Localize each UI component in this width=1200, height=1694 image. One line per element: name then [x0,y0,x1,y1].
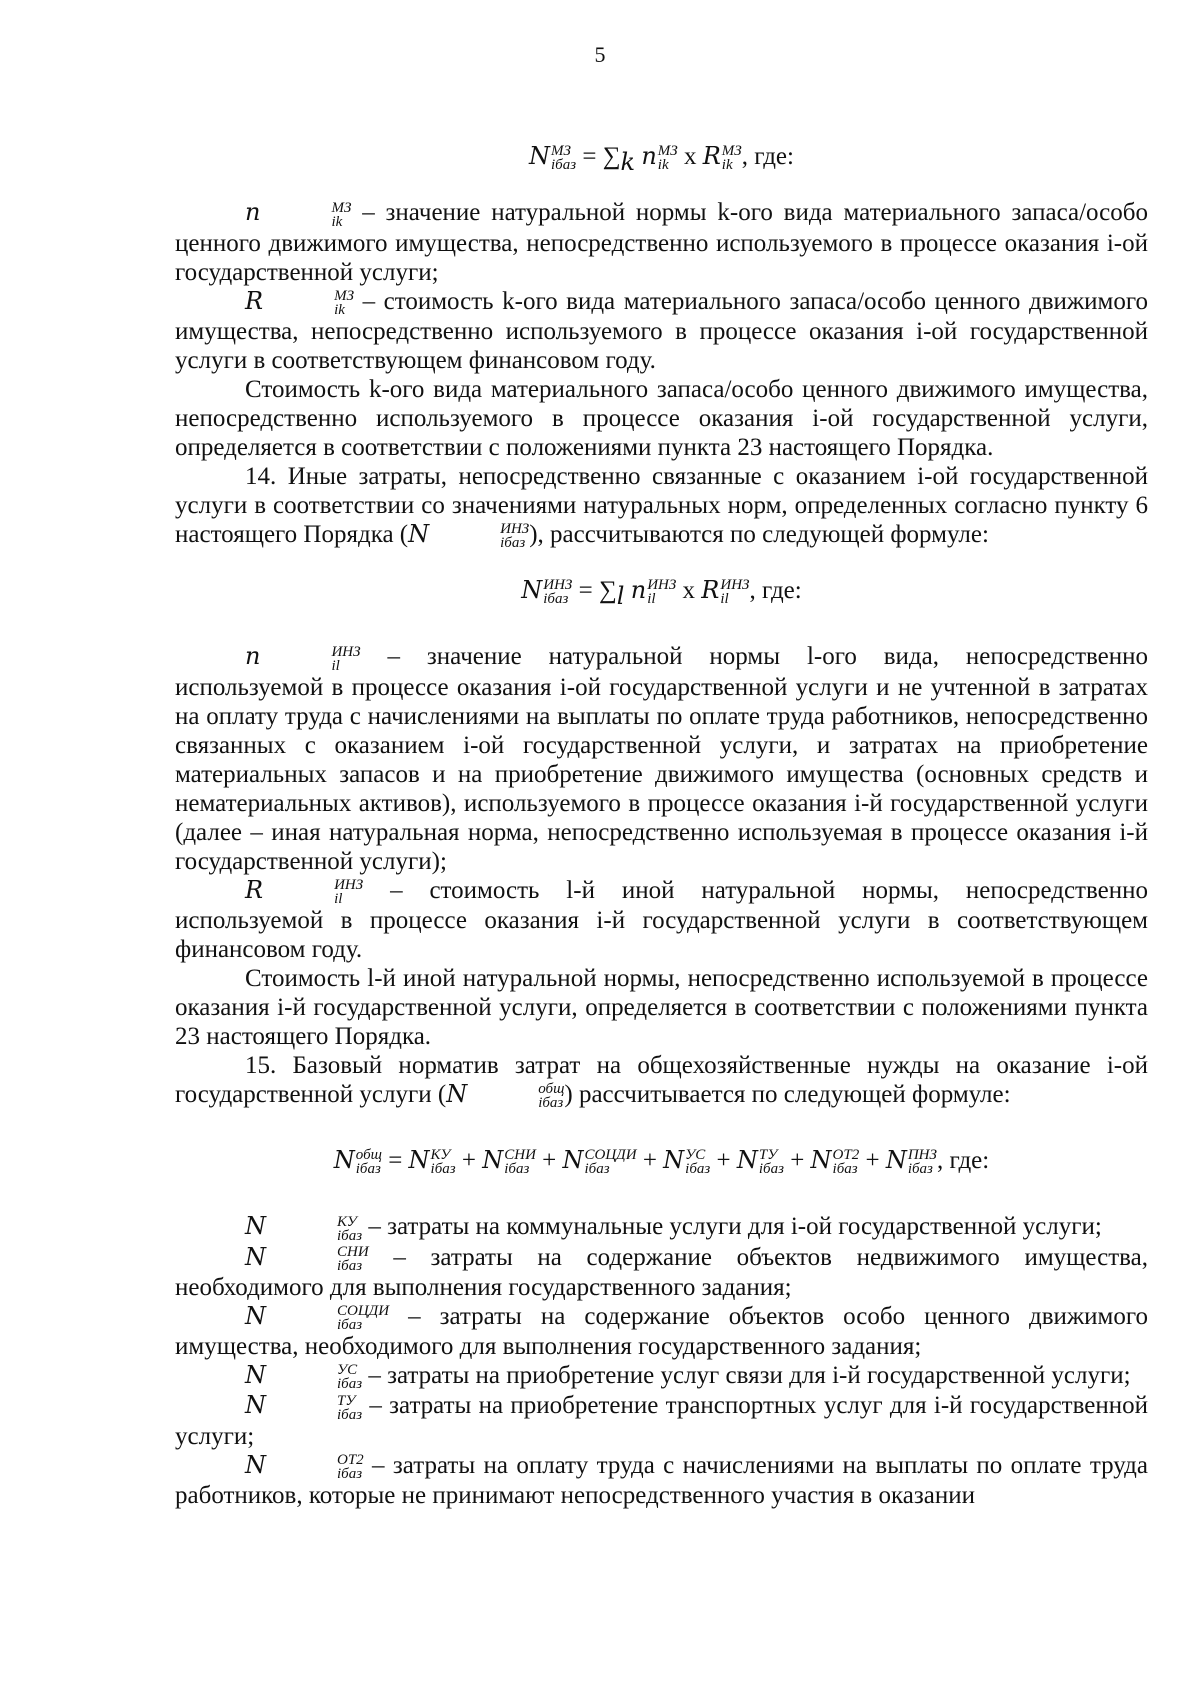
formula-sup: ИНЗ [647,577,677,594]
sum-sign: ∑ [598,577,617,605]
definition-text: – значение натуральной нормы k-ого вида материального запаса/особо ценного движимого имущества, непосредственно используемого в процессе оказания i-ой государственной услуги; [175,199,1148,286]
formula-scripts [267,1394,362,1422]
formula-sup: ТУ [337,1392,356,1409]
plus-sign: + [716,1147,731,1175]
definition-r-inz [175,876,1148,964]
formula-symbol: N [810,1146,832,1175]
times-sign: x [682,577,696,605]
formula-sub: ik [334,301,345,318]
formula-general-needs [175,1146,1148,1176]
formula-symbol: N [446,1079,468,1108]
formula-material-stock [175,142,1148,176]
formula-symbol: N [736,1146,758,1175]
sum-sign: ∑ [602,143,621,170]
formula-sub: iбаз [907,1161,933,1178]
formula-sup: СОЦДИ [584,1147,637,1164]
formula-sup: общ [355,1147,382,1164]
formula-sup: ОТ2 [832,1147,860,1164]
formula-sup: ИНЗ [331,643,361,660]
formula-sup: КУ [430,1147,451,1164]
formula-tail: , где: [741,143,794,170]
paragraph-text: ), рассчитываются по следующей формуле: [529,520,989,548]
formula-symbol: N [245,1391,266,1420]
plus-sign: + [461,1147,476,1175]
formula-other-costs [175,576,1148,611]
formula-symbol: N [245,1212,266,1241]
formula-scripts [759,1148,784,1176]
formula-sup: СНИ [504,1147,536,1164]
formula-scripts [833,1148,860,1176]
formula-symbol: N [663,1146,685,1175]
definition-text: – затраты на содержание объектов недвижимого имущества, необходимого для выполнения государственного задания; [175,1243,1148,1301]
definition-item [175,1243,1148,1302]
page-number: 5 [594,42,606,67]
formula-symbol: N [245,1301,266,1330]
formula-symbol: N [245,1450,266,1479]
plus-sign: + [542,1147,557,1175]
formula-terms [408,1146,937,1178]
formula-sub: iбаз [337,1317,363,1334]
formula-scripts [431,1148,456,1176]
formula-symbol: N [245,1361,266,1390]
paragraph-cost-k: Стоимость k-ого вида материального запаса/особо ценного движимого имущества, непосредственно используемого в процессе оказания i-ой государственной услуги, определяется в соответствии с положениями пункта 23 настоящего Порядка. [175,375,1148,461]
document-body [175,142,1148,1510]
formula-sub: iбаз [551,157,577,174]
definition-item [175,1361,1148,1391]
formula-sub: iбаз [538,1095,564,1112]
formula-sup: ИНЗ [500,521,530,538]
formula-tail: , где: [749,577,802,605]
formula-sup: МЗ [657,143,678,160]
formula-symbol: R [245,286,264,315]
times-sign: x [683,143,697,170]
formula-sup: УС [685,1147,706,1164]
paragraph-text: 14. Иные затраты, непосредственно связанные с оказанием i-ой государственной услуги в соответствии со значениями натуральных норм, определенных согласно пункту 6 настоящего Порядка ( [175,462,1148,548]
formula-scripts [267,1363,362,1391]
formula-sub: il [720,591,729,608]
plus-sign: + [790,1147,805,1175]
formula-symbol: N [408,1146,430,1175]
definition-text: – затраты на коммунальные услуги для i-ой государственной услуги; [362,1213,1102,1241]
formula-sup: общ [538,1081,565,1098]
formula-sup: МЗ [331,199,352,216]
formula-equals: = [578,577,593,605]
paragraph-cost-l: Стоимость l-й иной натуральной нормы, непосредственно используемой в процессе оказания i-й государственной услуги, определяется в соответствии с положениями пункта 23 настоящего Порядка. [175,964,1148,1050]
formula-symbol: N [333,1146,355,1175]
general-needs-definitions [175,1212,1148,1510]
formula-scripts [267,1304,389,1332]
formula-sub: iбаз [337,1465,363,1482]
formula-sub: il [334,890,343,907]
formula-sup: КУ [337,1213,357,1230]
definition-item [175,1212,1148,1242]
formula-sup: ТУ [758,1147,778,1164]
formula-sub: il [647,591,656,608]
formula-sup: МЗ [334,287,354,304]
formula-sup: УС [337,1362,358,1379]
formula-sub: iбаз [337,1257,363,1274]
formula-scripts [685,1148,710,1176]
formula-symbol: N [529,142,550,170]
formula-sub: iбаз [758,1161,784,1178]
formula-sup: МЗ [551,143,571,160]
formula-sub: iбаз [337,1376,363,1393]
formula-sup: СОЦДИ [337,1303,390,1320]
formula-sup: МЗ [721,143,742,160]
formula-symbol: R [702,142,721,170]
formula-tail: , где: [936,1147,990,1175]
definition-n-inz [175,642,1148,875]
formula-scripts [267,1215,362,1243]
formula-equals: = [582,143,597,170]
definition-text: – затраты на оплату труда с начислениями на выплаты по оплате труда работников, которые не принимают непосредственного участия в оказании [175,1451,1148,1509]
formula-symbol: N [408,519,430,548]
formula-symbol: n [245,642,261,671]
definition-text: – затраты на приобретение транспортных услуг для i-й государственной услуги; [175,1392,1148,1450]
formula-symbol: n [630,576,647,605]
definition-r-mz [175,287,1148,375]
formula-symbol: N [562,1146,584,1175]
formula-sub: iбаз [337,1406,363,1423]
formula-sup: ИНЗ [334,876,364,893]
formula-scripts [585,1148,637,1176]
paragraph-text: 15. Базовый норматив затрат на общехозяйственные нужды на оказание i-ой государственной услуги ( [175,1051,1148,1108]
definition-text: – стоимость k-ого вида материального запаса/особо ценного движимого имущества, непосредственно используемого в процессе оказания i-ой государственной услуги в соответствующем финансовом году. [175,287,1148,374]
formula-sup: ИНЗ [720,577,750,594]
definition-item [175,1391,1148,1450]
formula-symbol: n [245,198,261,227]
formula-sub: ik [657,157,669,174]
definition-item [175,1302,1148,1361]
definition-text: – значение натуральной нормы l-ого вида, непосредственно используемой в процессе оказания i-ой государственной услуги и не учтенной в затратах на оплату труда с начислениями на выплаты по оплате труда работников, непосредственно связанных с оказанием i-ой государственной услуги, и затратах на приобретение материальных запасов и на приобретение движимого имущества (основных средств и нематериальных активов), используемого в процессе оказания i-й государственной услуги (далее – иная натуральная норма, непосредственно используемая в процессе оказания i-й государственной услуги); [175,643,1148,875]
formula-sub: iбаз [430,1161,456,1178]
formula-scripts [504,1148,536,1176]
formula-sub: ik [331,213,343,230]
formula-sub: ik [721,157,733,174]
definition-n-mz [175,198,1148,286]
formula-scripts [267,1453,364,1481]
formula-symbol: N [521,576,543,605]
formula-symbol: R [701,576,720,605]
formula-sub: iбаз [685,1161,711,1178]
formula-symbol: n [641,142,657,170]
formula-scripts [908,1148,937,1176]
formula-sub: iбаз [500,535,526,552]
formula-sub: iбаз [504,1161,530,1178]
definition-text: – затраты на приобретение услуг связи для i-й государственной услуги; [362,1362,1131,1390]
formula-sub: k [620,148,636,176]
definition-text: – затраты на содержание объектов особо ценного движимого имущества, необходимого для выполнения государственного задания; [175,1302,1148,1361]
formula-sup: СНИ [337,1243,369,1260]
formula-equals: = [388,1147,403,1175]
plus-sign: + [642,1147,657,1175]
formula-sub: iбаз [832,1161,858,1178]
definition-item [175,1451,1148,1510]
definition-text: – стоимость l-й иной натуральной нормы, непосредственно используемой в процессе оказания i-й государственной услуги в соответствующем финансовом году. [175,876,1148,963]
formula-symbol: R [245,875,264,904]
paragraph-text: ) рассчитывается по следующей формуле: [564,1080,1011,1108]
formula-sub: l [616,582,625,611]
formula-sup: ОТ2 [337,1451,364,1468]
formula-sub: iбаз [337,1227,363,1244]
formula-symbol: N [885,1146,907,1175]
formula-sub: iбаз [543,591,569,608]
paragraph-14 [175,462,1148,550]
formula-sub: il [331,657,340,674]
formula-sup: ИНЗ [543,577,573,594]
formula-sup: ПНЗ [907,1147,937,1164]
formula-sub: iбаз [584,1161,610,1178]
plus-sign: + [865,1147,880,1175]
formula-scripts [267,1245,369,1273]
formula-sub: iбаз [355,1161,381,1178]
formula-symbol: N [482,1146,504,1175]
formula-symbol: N [245,1242,266,1271]
paragraph-15 [175,1051,1148,1110]
